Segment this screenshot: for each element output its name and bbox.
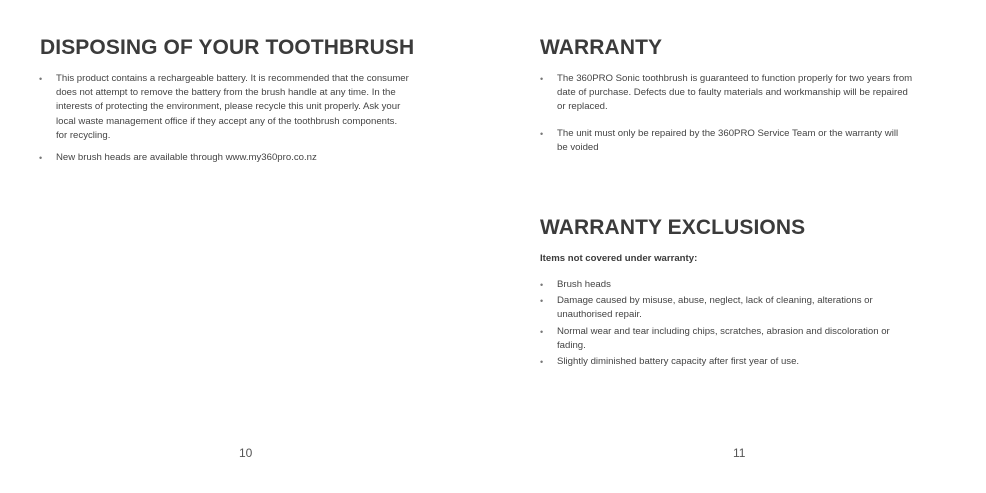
bullet-line: Brush heads [557, 279, 611, 290]
bullet-line: date of purchase. Defects due to faulty materials and workmanship will be repaired [557, 87, 908, 99]
list-item [540, 355, 960, 369]
bullet-line: Normal wear and tear including chips, scratches, abrasion and discoloration or [557, 325, 890, 337]
bullet-line: The 360PRO Sonic toothbrush is guaranteed to function properly for two years from [557, 73, 913, 84]
page-number: 10 [239, 446, 253, 460]
warranty-heading: WARRANTY [540, 36, 663, 59]
exclusions-bullet-list [540, 278, 960, 369]
bullet-line: Damage caused by misuse, abuse, neglect, lack of cleaning, alterations or [557, 295, 873, 307]
list-item [540, 278, 960, 292]
bullet-line: Slightly diminished battery capacity after first year of use. [557, 356, 800, 368]
bullet-line: interests of protecting the environment, please recycle this unit properly. Ask your [56, 101, 401, 113]
bullet-dot: • [39, 74, 43, 84]
bullet-dot: • [540, 280, 544, 290]
bullet-dot: • [540, 74, 544, 84]
bullet-line: The unit must only be repaired by the 360PRO Service Team or the warranty will [557, 127, 899, 139]
bullet-line: unauthorised repair. [557, 309, 642, 321]
bullet-line: does not attempt to remove the battery from the brush handle at any time. In the [56, 87, 396, 99]
list-item [39, 72, 459, 143]
right-page [493, 0, 986, 493]
bullet-line: or replaced. [557, 101, 608, 113]
bullet-line: be voided [557, 141, 599, 153]
bullet-line: for recycling. [56, 129, 111, 141]
bullet-dot: • [540, 326, 544, 337]
disposing-heading: DISPOSING OF YOUR TOOTHBRUSH [40, 36, 415, 59]
bullet-dot: • [540, 357, 544, 368]
bullet-dot: • [540, 296, 544, 307]
list-item [39, 151, 459, 165]
list-item [540, 72, 960, 115]
list-item [540, 325, 960, 353]
bullet-line: New brush heads are available through www.my360pro.co.nz [56, 152, 317, 164]
bullet-dot: • [540, 128, 544, 139]
disposing-bullet-list [39, 72, 459, 165]
bullet-line: local waste management office if they accept any of the toothbrush components. [56, 115, 398, 127]
list-item [540, 127, 960, 155]
bullet-line: This product contains a rechargeable battery. It is recommended that the consumer [56, 73, 409, 84]
warranty-exclusions-heading: WARRANTY EXCLUSIONS [540, 216, 806, 239]
list-item [540, 294, 960, 322]
warranty-bullet-list [540, 72, 960, 155]
bullet-line: fading. [557, 339, 586, 351]
bullet-dot: • [39, 153, 43, 164]
page-number: 11 [733, 446, 746, 460]
exclusions-subheading: Items not covered under warranty: [540, 253, 698, 264]
